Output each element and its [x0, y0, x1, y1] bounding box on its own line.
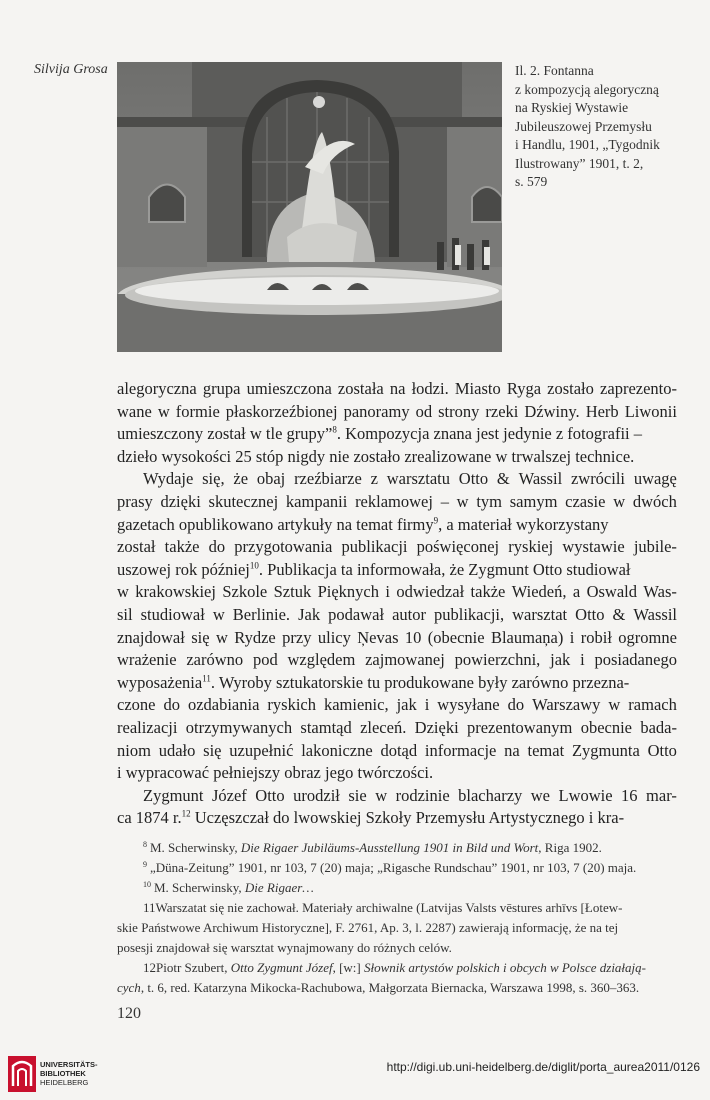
footnote-12: 12Piotr Szubert, Otto Zygmunt Józef, [w:] Słownik artystów polskich i obcych w Polsce działają- [143, 960, 646, 975]
footnote-11-cont: posesji znajdował się warsztat wynajmowany do różnych celów. [117, 940, 452, 955]
body-line: wrażenie zarówno pod względem zajmowanej powierzchni, jak i posiadanego [117, 650, 677, 670]
footnote-12-cont: cych, t. 6, red. Katarzyna Mikocka-Rachubowa, Małgorzata Biernacka, Warszawa 1998, s. 360–363. [117, 980, 640, 995]
body-line: alegoryczna grupa umieszczona została na łodzi. Miasto Ryga zostało zaprezento- [117, 379, 677, 398]
university-library-logo-icon [8, 1056, 36, 1092]
body-text [117, 378, 677, 830]
footnote-11: 11Warszatat się nie zachował. Materiały archiwalne (Latvijas Valsts vēstures arhīvs [Łotew- [143, 900, 623, 915]
body-line: w krakowskiej Szkole Sztuk Pięknych i odwiedzał także Wiedeń, a Oswald Was- [117, 582, 677, 602]
footnote-ref: 11 [202, 673, 211, 684]
body-line: niom udało się uzupełnić lakoniczne dotąd informacje na temat Zygmunta Otto [117, 740, 677, 760]
source-url[interactable]: http://digi.ub.uni-heidelberg.de/diglit/porta_aurea2011/0126 [386, 1060, 700, 1074]
footnote-ref: 10 [249, 560, 259, 571]
body-line: prasy dzięki skutecznej kampanii reklamowej – w tym samym czasie w dwóch [117, 491, 677, 511]
body-line: dzieło wysokości 25 stóp nigdy nie zostało zrealizowane w trwalszej technice. [117, 446, 635, 466]
body-line: czone do ozdabiania ryskich kamienic, jak i wysyłane do Warszawy w ramach [117, 695, 677, 715]
body-line: realizacji otrzymywanych stamtąd zleceń. Dzięki prezentowanym obecnie bada- [117, 717, 677, 737]
body-line: ca 1874 r.$^{12}$ Uczęszczał do lwowskiej Szkoły Przemysłu Artystycznego i kra- [117, 808, 625, 828]
footnote-ref: 8 [332, 424, 337, 435]
library-name: UNIVERSITÄTS- BIBLIOTHEK HEIDELBERG [40, 1060, 98, 1087]
fountain-illustration [117, 62, 502, 352]
body-line: znajdował się w Rydze przy ulicy Ņevas 10 (obecnie Blaumaņa) i robił ogromne [117, 627, 677, 647]
body-line: Zygmunt Józef Otto urodził sie w rodzinie blacharzy we Lwowie 16 mar- [143, 785, 677, 805]
footnote-10: $^{10}$ M. Scherwinsky, Die Rigaer… [143, 879, 314, 895]
footnote-ref: 12 [181, 808, 191, 819]
fountain-photo [117, 62, 502, 352]
figure-caption: Il. 2. Fontanna z kompozycją alegoryczną na Ryskiej Wystawie Jubileuszowej Przemysłu i Handlu, 1901, „Tygodnik Ilustrowany” 1901, t. 2, s. 579 [515, 63, 660, 189]
body-line: uszowej rok później$^{10}$. Publikacja ta informowała, że Zygmunt Otto studiował [117, 559, 631, 579]
page-number: 120 [117, 1005, 141, 1022]
body-line: został także do przygotowania publikacji poświęconej ryskiej wystawie jubile- [117, 537, 677, 557]
footnote-8: $^8$ M. Scherwinsky, Die Rigaer Jubiläums-Ausstellung 1901 in Bild und Wort, Riga 1902. [143, 839, 602, 855]
footnote-11-cont: skie Państwowe Archiwum Historyczne], F. 2761, Ap. 3, l. 2287) zawierają informację, że na tej [117, 920, 619, 935]
running-head: Silvija Grosa [34, 62, 108, 77]
body-line: i wypracować pełniejszy obraz jego twórczości. [117, 763, 434, 783]
body-line: wyposażenia$^{11}$. Wyroby sztukatorskie tu produkowane były zarówno przezna- [117, 672, 630, 692]
body-line: Wydaje się, że obaj rzeźbiarze z warsztatu Otto & Wassil zwrócili uwagę [143, 469, 677, 489]
footnote-ref: 9 [433, 515, 439, 526]
body-line: wane w formie płaskorzeźbionej panoramy od strony rzeki Dźwiny. Herb Liwonii [117, 401, 677, 421]
body-line: umieszczony został w tle grupy”$^8$. Kompozycja znana jest jedynie z fotografii – [117, 424, 642, 444]
footnotes [117, 838, 677, 998]
body-line: gazetach opublikowano artykuły na temat firmy$^9$, a materiał wykorzystany [117, 514, 609, 534]
footer-bar [0, 1048, 710, 1100]
footnote-9: $^9$ „Düna-Zeitung” 1901, nr 103, 7 (20) maja; „Rigasche Rundschau” 1901, nr 103, 7 (20) maja. [143, 859, 637, 875]
body-line: sil studiował w Berlinie. Jak podawał autor publikacji, warsztat Otto & Wassil [117, 604, 677, 624]
